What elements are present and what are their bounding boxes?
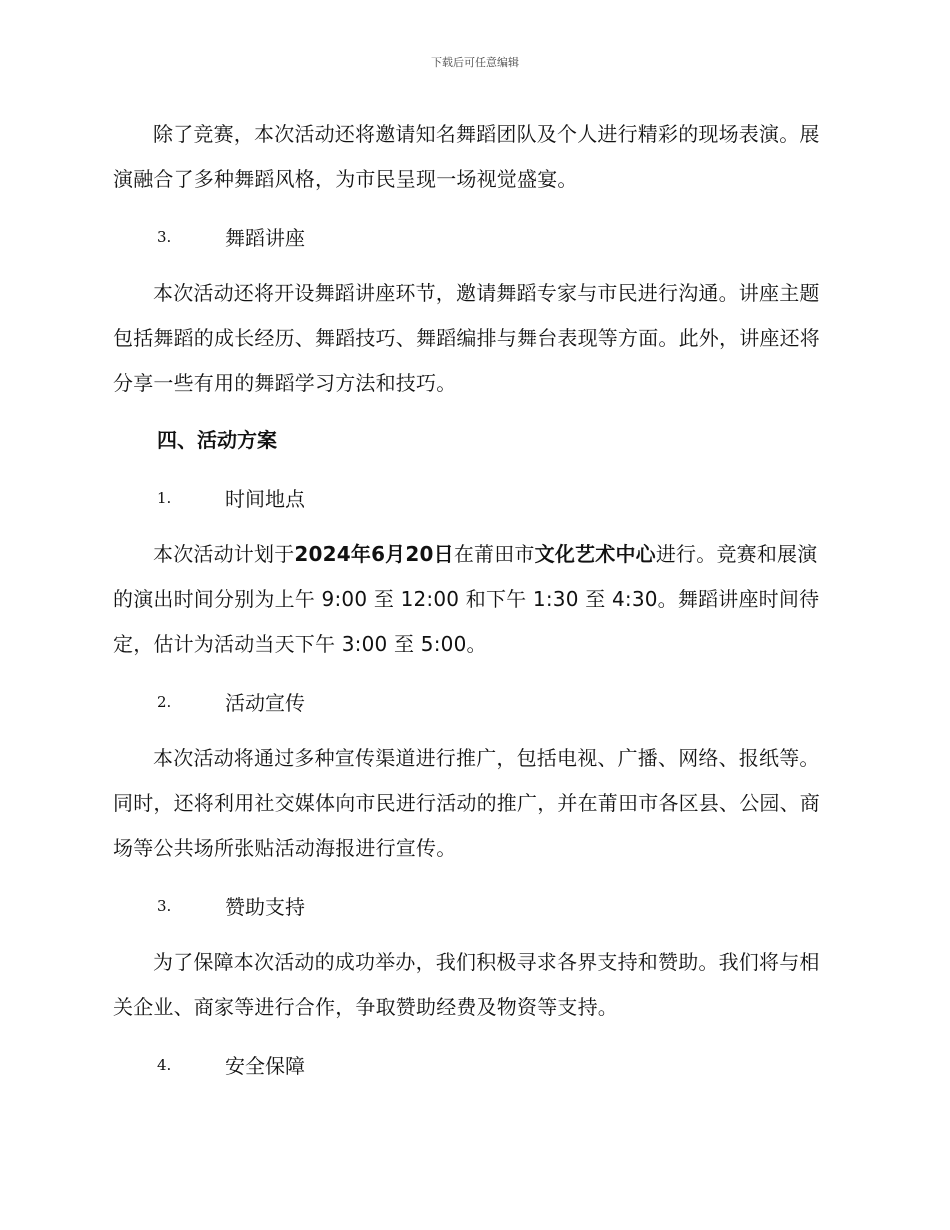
text-run: 进行。竞赛和展演的演出时间分别为上午 9:00 至 12:00 和下午 1:30 至 4:30。舞蹈讲座时间待定，估计为活动当天下午 3:00 至 5:00。 xyxy=(113,542,820,656)
text-run: 本次活动计划于 xyxy=(153,542,295,566)
list-label: 安全保障 xyxy=(225,1054,305,1078)
list-item-lecture xyxy=(113,214,831,259)
paragraph-sponsorship: 为了保障本次活动的成功举办，我们积极寻求各界支持和赞助。我们将与相关企业、商家等进行合作，争取赞助经费及物资等支持。 xyxy=(113,950,820,1019)
list-item-safety xyxy=(113,1042,831,1087)
paragraph-time-place xyxy=(113,532,831,667)
list-label: 活动宣传 xyxy=(225,691,305,715)
list-label: 舞蹈讲座 xyxy=(225,226,305,250)
list-label: 时间地点 xyxy=(225,487,305,511)
list-number: 3. xyxy=(157,896,172,915)
event-date: 2024年6月20日 xyxy=(294,542,454,566)
paragraph-lecture: 本次活动还将开设舞蹈讲座环节，邀请舞蹈专家与市民进行沟通。讲座主题包括舞蹈的成长经历、舞蹈技巧、舞蹈编排与舞台表现等方面。此外，讲座还将分享一些有用的舞蹈学习方法和技巧。 xyxy=(113,281,820,395)
text-run: 在莆田市 xyxy=(453,542,535,566)
document-body xyxy=(113,112,831,1099)
list-number: 1. xyxy=(157,488,172,507)
event-venue: 文化艺术中心 xyxy=(534,542,656,566)
list-item-promotion xyxy=(113,679,831,724)
list-number: 3. xyxy=(157,227,172,246)
list-item-time-place xyxy=(113,475,831,520)
paragraph-promotion: 本次活动将通过多种宣传渠道进行推广，包括电视、广播、网络、报纸等。同时，还将利用社交媒体向市民进行活动的推广，并在莆田市各区县、公园、商场等公共场所张贴活动海报进行宣传。 xyxy=(113,746,820,860)
paragraph-performance: 除了竞赛，本次活动还将邀请知名舞蹈团队及个人进行精彩的现场表演。展演融合了多种舞蹈风格，为市民呈现一场视觉盛宴。 xyxy=(113,122,820,191)
list-number: 2. xyxy=(157,692,172,711)
section-heading: 四、活动方案 xyxy=(157,428,277,452)
list-number: 4. xyxy=(157,1055,172,1074)
header-note: 下载后可任意编辑 xyxy=(431,56,519,69)
list-label: 赞助支持 xyxy=(225,895,305,919)
list-item-sponsorship xyxy=(113,883,831,928)
